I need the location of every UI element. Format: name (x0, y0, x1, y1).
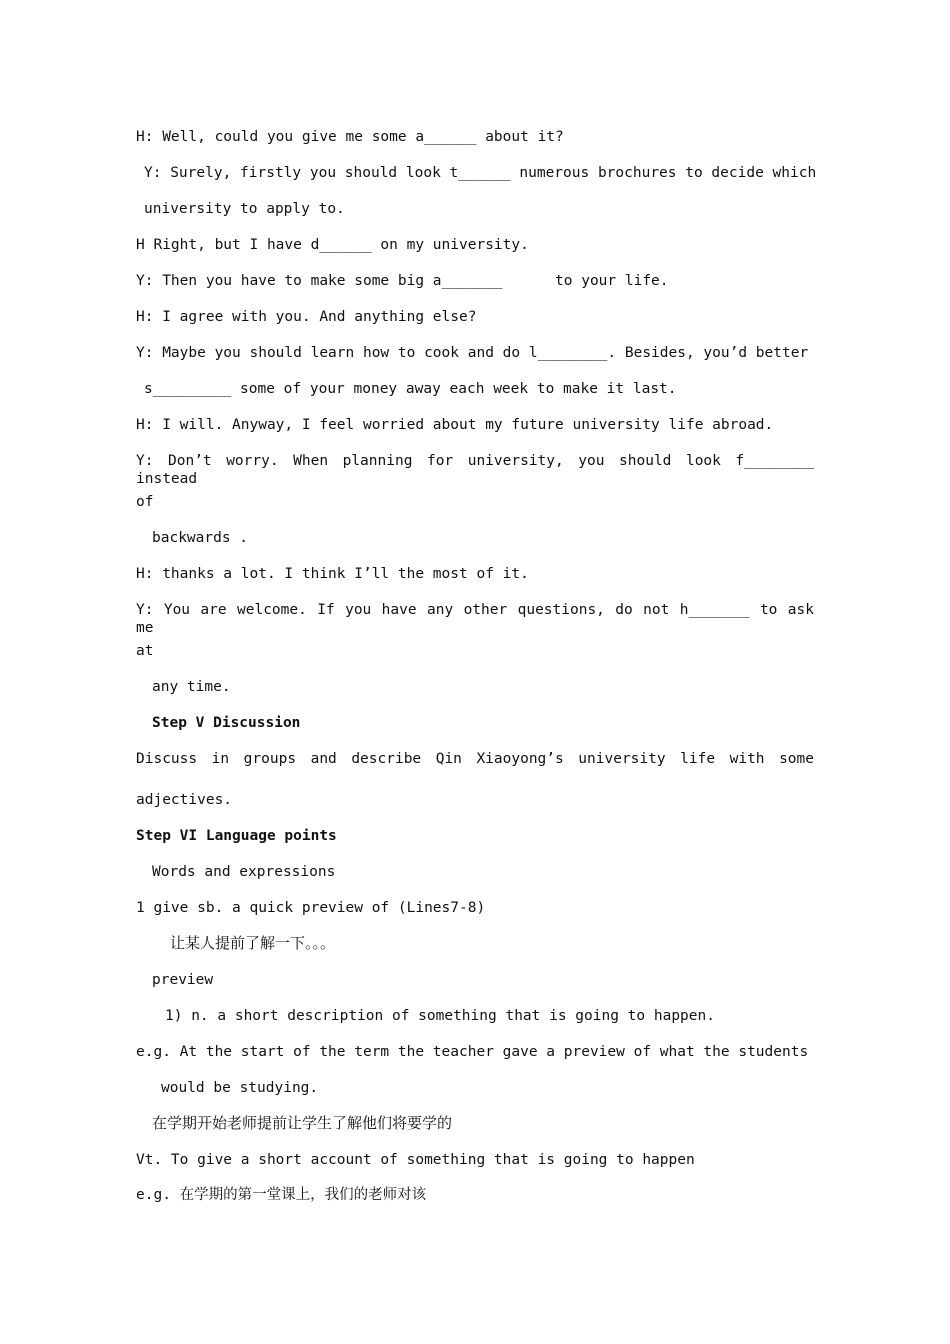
dialogue-line: university to apply to. (144, 201, 345, 217)
dialogue-line: H: I will. Anyway, I feel worried about my future university life abroad. (136, 417, 774, 433)
dialogue-line: Y: Don’t worry. When planning for university, you should look f________ instead (136, 453, 814, 487)
step5-text-cont: adjectives. (136, 792, 233, 808)
dialogue-line: Y: Then you have to make some big a_______ to your life. (136, 273, 669, 289)
chinese-translation: 在学期开始老师提前让学生了解他们将要学的 (152, 1114, 453, 1132)
dialogue-line: H: Well, could you give me some a______ about it? (136, 129, 564, 145)
example-sentence-cont: would be studying. (161, 1080, 319, 1096)
definition: 1) n. a short description of something that is going to happen. (165, 1008, 715, 1024)
dialogue-line: Y: You are welcome. If you have any other questions, do not h_______ to ask me (136, 602, 814, 636)
step5-text: Discuss in groups and describe Qin Xiaoyong’s university life with some (136, 751, 814, 767)
dialogue-line: H: I agree with you. And anything else? (136, 309, 477, 325)
step6-heading: Step VI Language points (136, 828, 337, 844)
dialogue-line: Y: Surely, firstly you should look t______ numerous brochures to decide which (144, 165, 817, 181)
definition: Vt. To give a short account of something that is going to happen (136, 1152, 695, 1168)
dialogue-line: of (136, 494, 154, 510)
dialogue-line: backwards . (152, 530, 249, 546)
language-point-item: 1 give sb. a quick preview of (Lines7-8) (136, 900, 486, 916)
example-sentence: e.g. 在学期的第一堂课上，我们的老师对该 (136, 1187, 427, 1203)
dialogue-line: H Right, but I have d______ on my university. (136, 237, 529, 253)
dialogue-line: at (136, 643, 154, 659)
dialogue-line: s_________ some of your money away each week to make it last. (144, 381, 677, 397)
example-sentence: e.g. At the start of the term the teacher gave a preview of what the students (136, 1044, 809, 1060)
dialogue-line: Y: Maybe you should learn how to cook and do l________. Besides, you’d better (136, 345, 809, 361)
dialogue-line: H: thanks a lot. I think I’ll the most of it. (136, 566, 529, 582)
chinese-translation: 让某人提前了解一下。。。 (170, 934, 336, 952)
dialogue-line: any time. (152, 679, 231, 695)
vocab-word: preview (152, 972, 214, 988)
step5-heading: Step V Discussion (152, 715, 301, 731)
step6-subheading: Words and expressions (152, 864, 336, 880)
